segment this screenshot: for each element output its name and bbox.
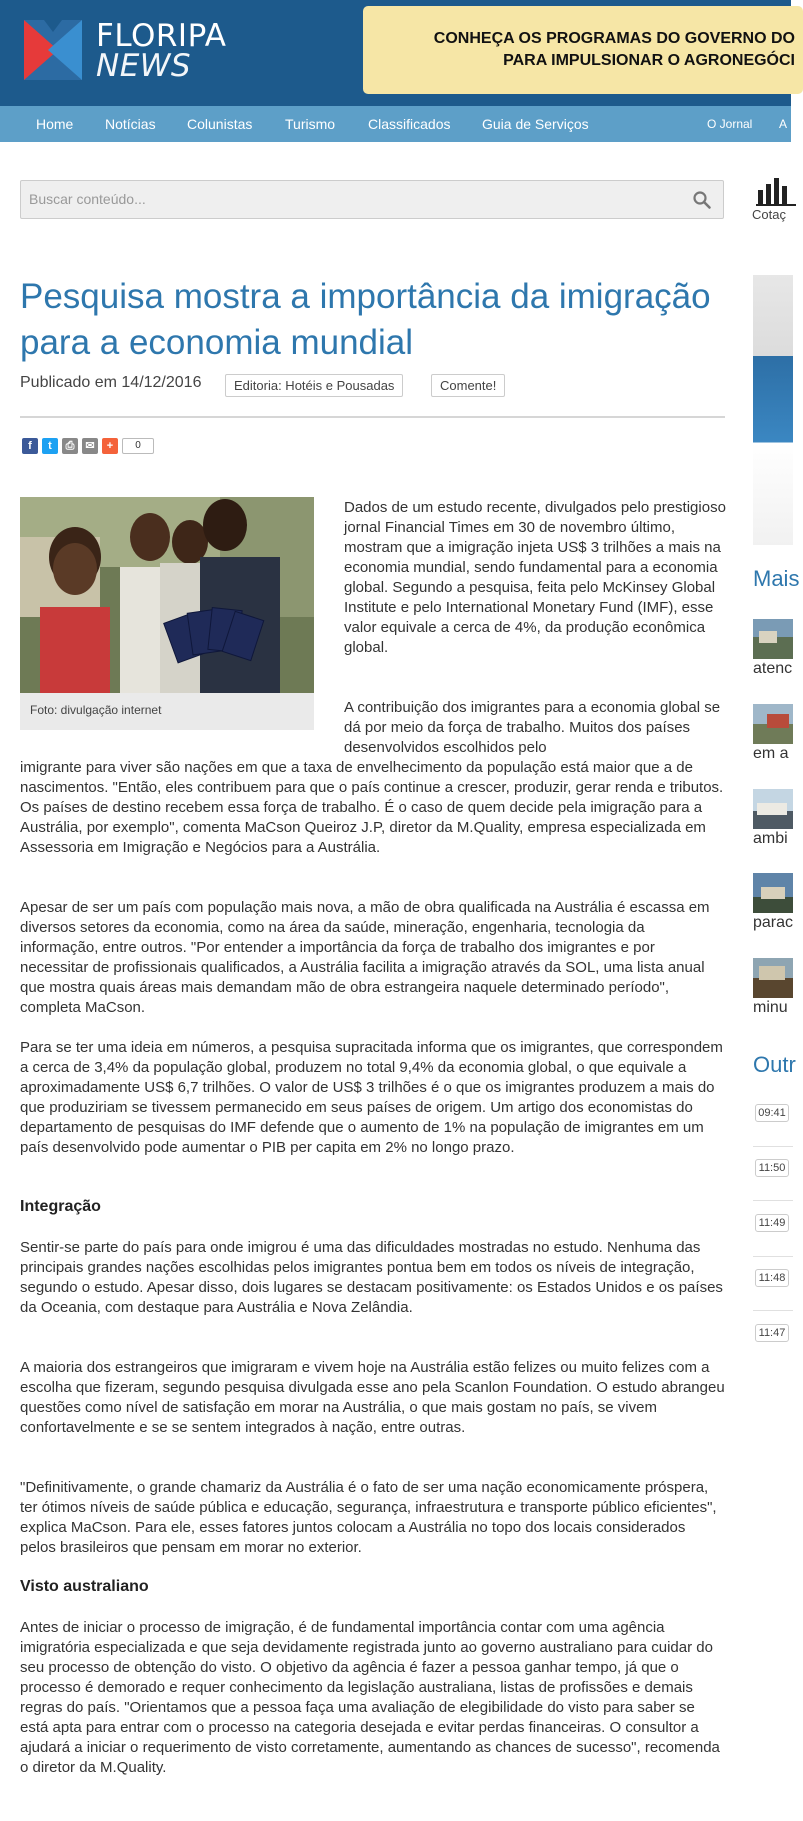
thumbnail-image [753,704,793,744]
article-paragraph: Antes de iniciar o processo de imigração, é de fundamental importância contar com uma agência imigratória especializada e que seja devidamente registrada junto ao governo australiano para cuidar do seu processo de obtenção do visto. O objetivo da agência é fazer a pessoa ganhar tempo, já que o processo é demorado e requer conhecimento da legislação australiana, listas de profissões e demais regras do país. "Orientamos que a pessoa faça uma avaliação de elegibilidade do visto para saber se está apta para entrar com o processo na categoria desejada e evitar perdas financeiras. O consultor a ajudará a iniciar o requerimento de visto corretamente, aumentando as chances de sucesso", recomenda o diretor da M.Quality. [20,1619,720,1776]
main-nav [0,106,791,142]
share-more-icon[interactable]: + [102,438,118,454]
article-figure [20,497,314,730]
logo-text-bottom: NEWS [96,48,192,84]
nav-more[interactable]: A [779,117,788,131]
cotacao-label[interactable]: Cotaç [752,207,786,222]
sidebar-heading-mais: Mais [753,566,800,591]
sidebar-divider [753,1256,793,1257]
search-box [20,180,724,219]
sidebar-item-text[interactable]: ambi [753,830,788,847]
facebook-icon[interactable]: f [22,438,38,454]
ad-banner-line-2: PARA IMPULSIONAR O AGRONEGÓCI [503,52,795,69]
nav-home[interactable]: Home [36,116,74,132]
subheading-visto: Visto australiano [20,1578,149,1595]
sidebar-heading-outras: Outr [753,1052,796,1077]
sidebar-time-badge: 11:48 [755,1269,789,1287]
nav-colunistas[interactable]: Colunistas [187,116,253,132]
search-icon[interactable] [692,190,712,210]
sidebar-time-badge: 11:50 [755,1159,789,1177]
sidebar-ad[interactable] [753,275,793,545]
editoria-tag[interactable]: Editoria: Hotéis e Pousadas [225,374,403,397]
published-date: Publicado em 14/12/2016 [20,374,202,391]
logo-text-top: FLORIPA [96,18,227,54]
article-paragraph: Apesar de ser um país com população mais nova, a mão de obra qualificada na Austrália é escassa em diversos setores da economia, como na área da saúde, mineração, engenharia, tecnologia da informação, entre outros. "Por entender a importância da força de trabalho dos imigrantes e por necessitar de profissionais qualificados, a Austrália facilita a imigração através da SOL, uma lista anual que mostra quais áreas mais demandam mão de obra estrangeira naquele determinado período", completa MaCson. [20,899,710,1016]
site-header [0,0,795,106]
email-icon[interactable]: ✉ [82,438,98,454]
sidebar-item-text[interactable]: em a [753,745,789,762]
thumbnail-image [753,619,793,659]
logo-mark-icon [24,20,82,80]
bar-chart-icon[interactable] [756,176,796,206]
site-logo[interactable] [24,18,227,84]
print-icon[interactable]: ⎙ [62,438,78,454]
article-photo[interactable] [20,497,314,693]
sidebar-item-text[interactable]: atenc [753,660,793,677]
twitter-icon[interactable]: t [42,438,58,454]
thumbnail-image [753,789,793,829]
divider [20,416,725,418]
sidebar-thumbnail[interactable] [753,958,793,998]
ad-banner-line-1: CONHEÇA OS PROGRAMAS DO GOVERNO DO [433,30,795,47]
nav-guia-servicos[interactable]: Guia de Serviços [482,116,589,132]
article-paragraph: Para se ter uma ideia em números, a pesquisa supracitada informa que os imigrantes, que correspondem a cerca de 3,4% da população global, produzem no total 9,4% da economia global, o que equivale a aproximadamente US$ 6,7 trilhões. O valor de US$ 3 trilhões é o que os imigrantes produzem a mais do que produziriam se tivessem permanecido em seus países de origem. Um artigo dos economistas do departamento de pesquisas do IMF defende que o aumento de 1% na população de imigrantes em um país desenvolvido pode aumentar o PIB per capita em 2% no longo prazo. [20,1039,723,1156]
article-paragraph: A contribuição dos imigrantes para a economia global se dá por meio da força de trabalho. Muitos dos países desenvolvidos escolhidos pelo [344,699,721,756]
article-paragraph: "Definitivamente, o grande chamariz da Austrália é o fato de ser uma nação economicamente próspera, ter ótimos níveis de saúde pública e educação, segurança, infraestrutura e transporte público eficientes", explica MaCson. Para ele, esses fatores juntos colocam a Austrália no topo dos locais considerados pelos brasileiros que pensam em morar no exterior. [20,1479,717,1556]
sidebar-time-badge: 11:49 [755,1214,789,1232]
sidebar-time-badge: 09:41 [755,1104,789,1122]
sidebar-divider [753,1200,793,1201]
search-input[interactable] [29,191,669,207]
sidebar-divider [753,1310,793,1311]
sidebar-divider [753,1146,793,1147]
sidebar-thumbnail[interactable] [753,789,793,829]
nav-noticias[interactable]: Notícias [105,116,156,132]
thumbnail-image [753,873,793,913]
nav-classificados[interactable]: Classificados [368,116,451,132]
sidebar-thumbnail[interactable] [753,873,793,913]
article-paragraph: Sentir-se parte do país para onde imigrou é uma das dificuldades mostradas no estudo. Nenhuma das principais grandes nações escolhidas pelos imigrantes pontua bem em todos os níveis de integração, segundo o estudo. Apesar disso, dois lugares se destacam positivamente: os Estados Unidos e os países da Oceania, com destaque para Austrália e Nova Zelândia. [20,1239,723,1316]
sidebar-time-badge: 11:47 [755,1324,789,1342]
sidebar-thumbnail[interactable] [753,619,793,659]
sidebar-item-text[interactable]: parac [753,914,794,931]
thumbnail-image [753,958,793,998]
article-paragraph: A maioria dos estrangeiros que imigraram e vivem hoje na Austrália estão felizes ou muito felizes com a escolha que fizeram, segundo pesquisa divulgada esse ano pela Scanlon Foundation. O estudo abrangeu questões como nível de satisfação em morar na Austrália, o que mais gostam no país, se vivem confortavelmente e se se sentem integrados à nação, entre outras. [20,1359,725,1436]
article-paragraph: Dados de um estudo recente, divulgados pelo prestigioso jornal Financial Times em 30 de novembro último, mostram que a imigração injeta US$ 3 trilhões a mais na economia mundial, sendo fundamental para a economia global. Segundo a pesquisa, feita pelo McKinsey Global Institute e pelo International Monetary Fund (IMF), esse valor equivale a cerca de 4%, da produção econômica global. [344,499,726,656]
subheading-integracao: Integração [20,1198,101,1215]
share-count: 0 [122,438,154,454]
nav-turismo[interactable]: Turismo [285,116,336,132]
article-paragraph: imigrante para viver são nações em que a taxa de envelhecimento da população está maior que a de nascimentos. "Então, eles contribuem para que o país continue a crescer, produzir, gerar renda e tributos. Os países de destino recebem essa força de trabalho. É o caso de quem decide pela imigração para a Austrália, por exemplo", comenta MaCson Queiroz J.P, diretor da M.Quality, empresa especializada em Assessoria em Imigração e Negócios para a Austrália. [20,759,724,856]
photo-caption: Foto: divulgação internet [30,703,162,717]
comment-button[interactable]: Comente! [431,374,505,397]
article-title: Pesquisa mostra a importância da imigração para a economia mundial [20,277,711,362]
sidebar-item-text[interactable]: minu [753,999,788,1016]
nav-o-jornal[interactable]: O Jornal [707,117,753,131]
ad-banner[interactable] [363,6,803,94]
sidebar-thumbnail[interactable] [753,704,793,744]
